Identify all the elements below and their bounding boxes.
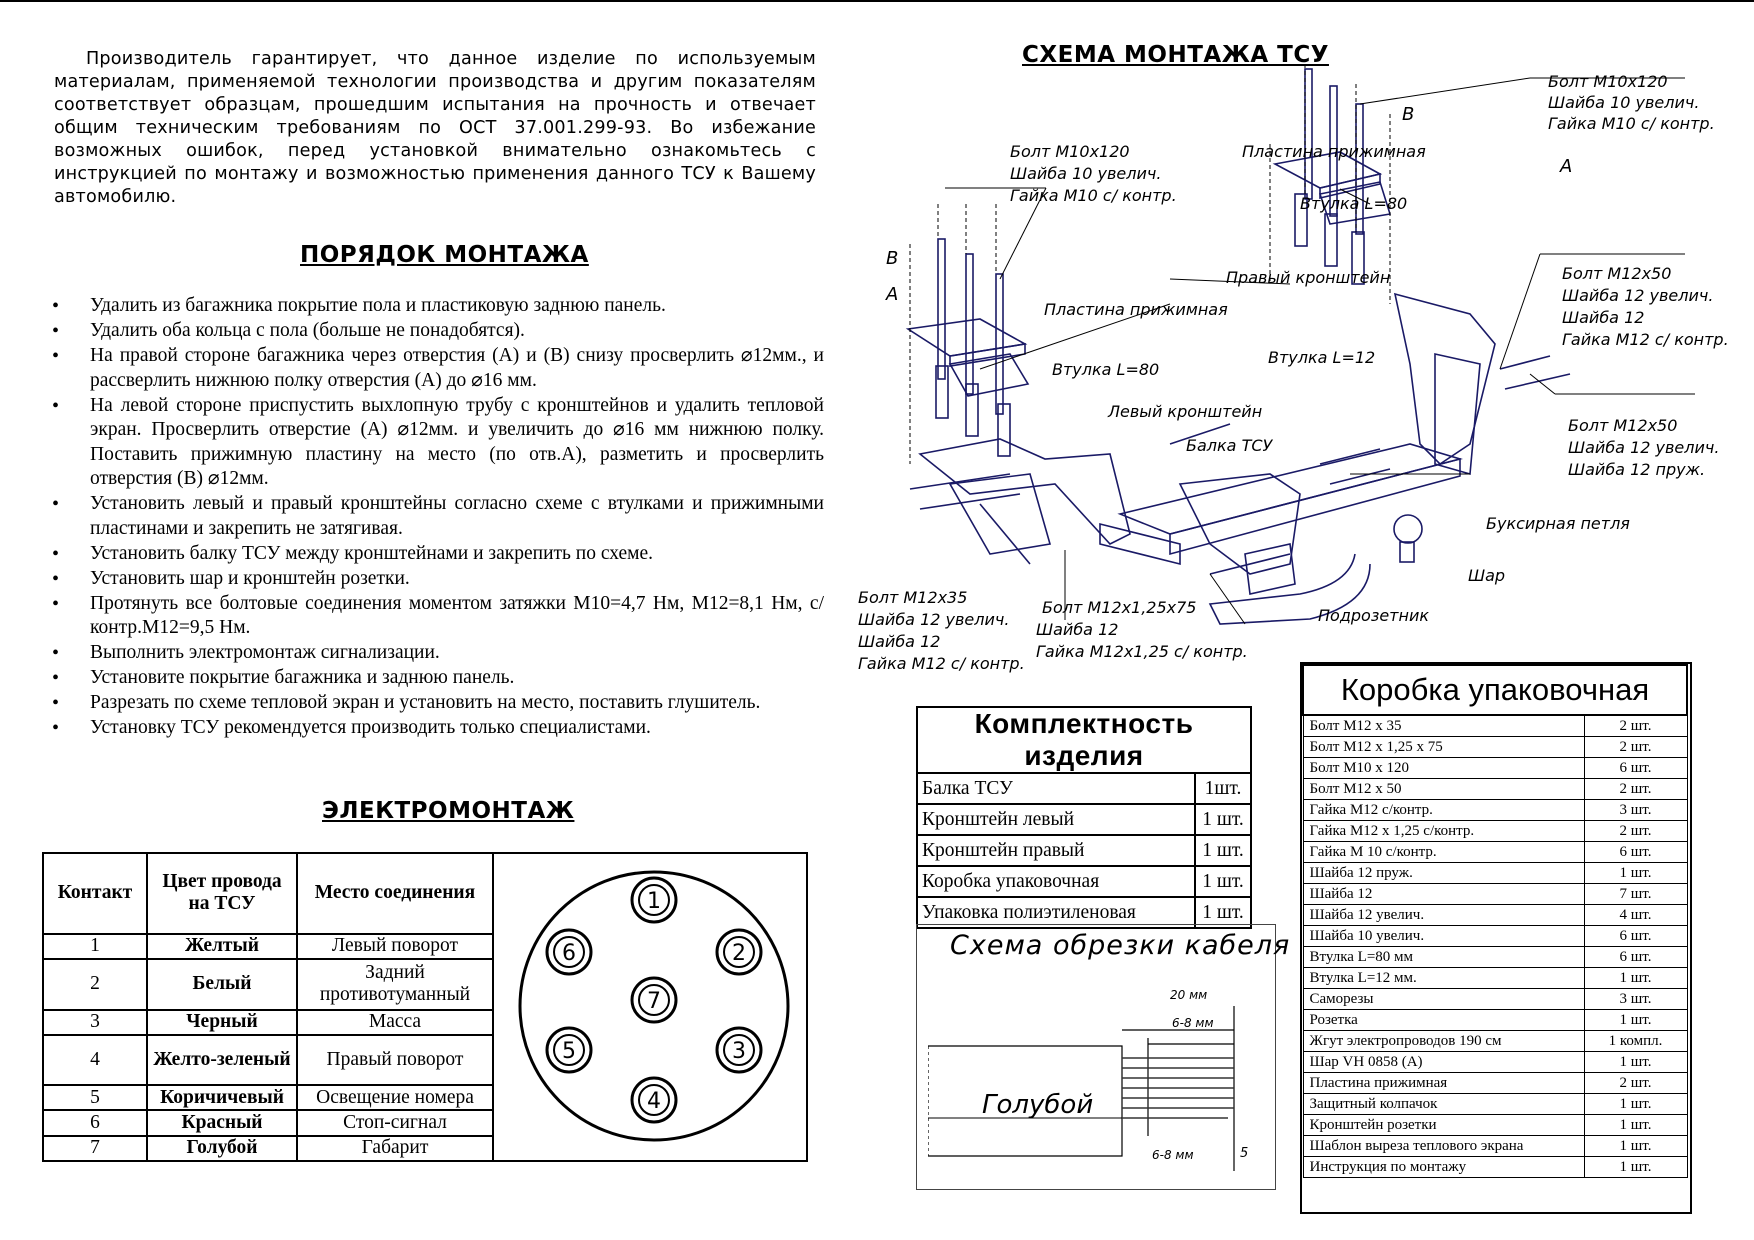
intro-paragraph: Производитель гарантирует, что данное изделие по используемым материалам, применяемой технологии производства и другим показателям соответствует образцам, прошедшим испытания на прочность и отвечает общим техническим требованиям по ОСТ 37.001.299-93. Во избежание возможных ошибок, перед установкой внимательно ознакомьтесь с инструкцией по монтажу и возможностью применения данного ТСУ к Вашему автомобилю. — [54, 49, 816, 207]
label-sleeve80-right: Втулка L=80 — [1300, 194, 1408, 213]
pack-item: Болт М12 х 50 — [1303, 779, 1584, 800]
wiring-cell: 6 — [43, 1110, 147, 1135]
wiring-cell: Освещение номера — [297, 1085, 493, 1110]
cable-cut-title: Схема обрезки кабеля — [950, 930, 1291, 961]
pack-item: Втулка L=12 мм. — [1303, 968, 1584, 989]
socket-pin — [632, 1078, 676, 1122]
pack-item: Шайба 12 пруж. — [1303, 863, 1584, 884]
step-item: • Установить шар и кронштейн розетки. — [52, 567, 824, 592]
socket-pin — [632, 878, 676, 922]
pack-qty: 2 шт. — [1584, 779, 1687, 800]
pack-qty: 1 шт. — [1584, 1157, 1687, 1178]
label-bolt-m12x125: Болт М12х1,25х75 — [1042, 598, 1197, 617]
pack-item: Розетка — [1303, 1010, 1584, 1031]
pack-item: Болт М12 х 35 — [1303, 715, 1584, 737]
pack-item: Кронштейн розетки — [1303, 1115, 1584, 1136]
kit-item: Балка ТСУ — [917, 773, 1195, 804]
label-ball: Шар — [1468, 566, 1506, 585]
pack-qty: 6 шт. — [1584, 758, 1687, 779]
wiring-cell: Белый — [147, 959, 297, 1009]
pack-item: Защитный колпачок — [1303, 1094, 1584, 1115]
pack-qty: 1 шт. — [1584, 1136, 1687, 1157]
wiring-cell: 5 — [43, 1085, 147, 1110]
label-tow-loop: Буксирная петля — [1486, 514, 1630, 533]
step-item: • Выполнить электромонтаж сигнализации. — [52, 641, 824, 666]
socket-pin — [547, 930, 591, 974]
step-item: • Удалить оба кольца с пола (больше не понадобятся). — [52, 319, 824, 344]
pack-qty: 2 шт. — [1584, 715, 1687, 737]
wiring-cell: 1 — [43, 934, 147, 959]
label-nut-m10-left: Гайка М10 с/ контр. — [1010, 186, 1177, 205]
pack-qty: 3 шт. — [1584, 800, 1687, 821]
wiring-header: Контакт — [43, 853, 147, 934]
pack-item: Гайка М 10 с/контр. — [1303, 842, 1584, 863]
step-item: • На правой стороне багажника через отверстия (А) и (В) снизу просверлить ⌀12мм., и рассверлить нижнюю полку отверстия (А) до ⌀16 мм. — [52, 344, 824, 393]
label-bolt-m10-right: Болт М10х120 — [1548, 72, 1668, 91]
label-point-b-right: В — [1402, 104, 1415, 125]
wiring-cell: Желто-зеленый — [147, 1035, 297, 1085]
label-sleeve12: Втулка L=12 — [1268, 348, 1376, 367]
label-sleeve80-left: Втулка L=80 — [1052, 360, 1160, 379]
step-item: • Установить балку ТСУ между кронштейнами и закрепить по схеме. — [52, 542, 824, 567]
label-washer12-c: Шайба 12 — [858, 632, 941, 651]
kit-title: Комплектность изделия — [917, 707, 1251, 773]
pack-qty: 1 шт. — [1584, 968, 1687, 989]
socket-pin-number: 6 — [562, 941, 576, 966]
intro-text — [54, 48, 816, 209]
pack-item: Саморезы — [1303, 989, 1584, 1010]
pack-table — [1302, 664, 1688, 1178]
pack-item: Гайка М12 с/контр. — [1303, 800, 1584, 821]
socket-pin-number: 4 — [647, 1089, 661, 1114]
pack-qty: 2 шт. — [1584, 1073, 1687, 1094]
label-nut-m12-c: Гайка М12 с/ контр. — [858, 654, 1025, 673]
label-washer12-a: Шайба 12 — [1562, 308, 1645, 327]
wiring-cell: Левый поворот — [297, 934, 493, 959]
wiring-cell: 3 — [43, 1010, 147, 1035]
wiring-cell: Желтый — [147, 934, 297, 959]
label-bolt-m12x50-a: Болт М12х50 — [1562, 264, 1672, 283]
pack-qty: 4 шт. — [1584, 905, 1687, 926]
dim-5: 5 — [1240, 1146, 1249, 1161]
pack-item: Втулка L=80 мм — [1303, 947, 1584, 968]
step-item: • Разрезать по схеме тепловой экран и установить на место, поставить глушитель. — [52, 691, 824, 716]
label-washer12-spring: Шайба 12 пруж. — [1568, 460, 1706, 479]
label-beam: Балка ТСУ — [1186, 436, 1273, 455]
mount-steps — [52, 294, 824, 741]
socket-cell — [493, 853, 807, 1161]
label-washer12-big-c: Шайба 12 увелич. — [858, 610, 1010, 629]
socket-pin — [717, 930, 761, 974]
label-nut-m10-right: Гайка М10 с/ контр. — [1548, 114, 1715, 133]
pack-qty: 1 шт. — [1584, 1115, 1687, 1136]
kit-table — [916, 706, 1252, 929]
scheme-title: СХЕМА МОНТАЖА ТСУ — [1022, 42, 1329, 68]
dim-6-8mm-bottom: 6-8 мм — [1152, 1148, 1194, 1162]
kit-item: Кронштейн правый — [917, 835, 1195, 866]
pack-qty: 6 шт. — [1584, 947, 1687, 968]
socket-pin-number: 1 — [647, 889, 661, 914]
wiring-cell: Черный — [147, 1010, 297, 1035]
label-socket-bracket: Подрозетник — [1318, 606, 1430, 625]
wiring-cell: 2 — [43, 959, 147, 1009]
wiring-cell: Габарит — [297, 1136, 493, 1161]
socket-pin-number: 5 — [562, 1039, 576, 1064]
step-item: • Удалить из багажника покрытие пола и пластиковую заднюю панель. — [52, 294, 824, 319]
label-bolt-m12x50-b: Болт М12х50 — [1568, 416, 1678, 435]
step-item: • На левой стороне приспустить выхлопную трубу с кронштейнов и удалить тепловой экран. Просверлить отверстие (А) ⌀12мм. и увеличить до ⌀16 мм нижнюю полку. Поставить прижимную пластину на место (по отв.А), разметить и просверлить отверстия (В) ⌀12мм. — [52, 394, 824, 492]
pack-title: Коробка упаковочная — [1303, 665, 1687, 715]
wiring-table — [42, 852, 808, 1162]
socket-pin — [547, 1028, 591, 1072]
wire-label-blue: Голубой — [982, 1090, 1094, 1120]
wiring-cell: Красный — [147, 1110, 297, 1135]
wiring-cell: 4 — [43, 1035, 147, 1085]
socket-pin — [632, 978, 676, 1022]
kit-qty: 1 шт. — [1195, 804, 1251, 835]
label-washer10-left: Шайба 10 увелич. — [1010, 164, 1162, 183]
dim-6-8mm-top: 6-8 мм — [1172, 1016, 1214, 1030]
step-item: • Установите покрытие багажника и заднюю панель. — [52, 666, 824, 691]
pack-item: Шар VH 0858 (A) — [1303, 1052, 1584, 1073]
pack-qty: 1 шт. — [1584, 1010, 1687, 1031]
pack-item: Шайба 12 — [1303, 884, 1584, 905]
kit-qty: 1шт. — [1195, 773, 1251, 804]
pack-qty: 1 шт. — [1584, 1094, 1687, 1115]
pack-item: Болт М10 х 120 — [1303, 758, 1584, 779]
pack-qty: 2 шт. — [1584, 737, 1687, 758]
pack-item: Шайба 10 увелич. — [1303, 926, 1584, 947]
wiring-cell: Стоп-сигнал — [297, 1110, 493, 1135]
label-washer12-big-b: Шайба 12 увелич. — [1568, 438, 1720, 457]
kit-qty: 1 шт. — [1195, 897, 1251, 928]
label-bolt-m10-left: Болт М10х120 — [1010, 142, 1130, 161]
pack-item: Инструкция по монтажу — [1303, 1157, 1584, 1178]
kit-item: Коробка упаковочная — [917, 866, 1195, 897]
pack-item: Шайба 12 увелич. — [1303, 905, 1584, 926]
pack-item: Гайка М12 х 1,25 с/контр. — [1303, 821, 1584, 842]
socket-diagram — [494, 854, 806, 1154]
wiring-cell: Масса — [297, 1010, 493, 1035]
label-plate-left: Пластина прижимная — [1044, 300, 1228, 319]
socket-pin — [717, 1028, 761, 1072]
label-washer12-d: Шайба 12 — [1036, 620, 1119, 639]
wiring-header: Цвет провода на ТСУ — [147, 853, 297, 934]
label-washer12-big-a: Шайба 12 увелич. — [1562, 286, 1714, 305]
label-nut-m12x125: Гайка М12х1,25 с/ контр. — [1036, 642, 1248, 661]
wiring-cell: 7 — [43, 1136, 147, 1161]
step-item: • Установку ТСУ рекомендуется производить только специалистами. — [52, 716, 824, 741]
wiring-cell: Коричичевый — [147, 1085, 297, 1110]
socket-pin-number: 7 — [647, 989, 661, 1014]
label-bracket-left: Левый кронштейн — [1108, 402, 1263, 421]
label-bolt-m12x35: Болт М12х35 — [858, 588, 968, 607]
pack-item: Пластина прижимная — [1303, 1073, 1584, 1094]
wiring-cell: Правый поворот — [297, 1035, 493, 1085]
step-item: • Протянуть все болтовые соединения моментом затяжки М10=4,7 Нм, М12=8,1 Нм, с/контр.М12=9,5 Нм. — [52, 592, 824, 641]
pack-item: Жгут электропроводов 190 см — [1303, 1031, 1584, 1052]
label-bracket-right: Правый кронштейн — [1226, 268, 1391, 287]
pack-qty: 1 компл. — [1584, 1031, 1687, 1052]
label-nut-m12-a: Гайка М12 с/ контр. — [1562, 330, 1729, 349]
kit-item: Кронштейн левый — [917, 804, 1195, 835]
socket-pin-number: 3 — [732, 1039, 746, 1064]
pack-qty: 1 шт. — [1584, 863, 1687, 884]
pack-qty: 6 шт. — [1584, 842, 1687, 863]
wiring-cell: Задний противотуманный — [297, 959, 493, 1009]
pack-item: Болт М12 х 1,25 х 75 — [1303, 737, 1584, 758]
mount-order-title: ПОРЯДОК МОНТАЖА — [300, 242, 589, 268]
dim-20mm: 20 мм — [1170, 988, 1208, 1002]
kit-qty: 1 шт. — [1195, 866, 1251, 897]
pack-qty: 1 шт. — [1584, 1052, 1687, 1073]
pack-qty: 7 шт. — [1584, 884, 1687, 905]
socket-pin-number: 2 — [732, 941, 746, 966]
wiring-cell: Голубой — [147, 1136, 297, 1161]
electro-title: ЭЛЕКТРОМОНТАЖ — [322, 798, 575, 824]
label-washer10-right: Шайба 10 увелич. — [1548, 93, 1700, 112]
cable-cut-drawing — [928, 986, 1264, 1182]
kit-qty: 1 шт. — [1195, 835, 1251, 866]
label-point-a-right: А — [1560, 156, 1573, 177]
pack-qty: 2 шт. — [1584, 821, 1687, 842]
pack-item: Шаблон выреза теплового экрана — [1303, 1136, 1584, 1157]
label-plate-right: Пластина прижимная — [1242, 142, 1426, 161]
kit-item: Упаковка полиэтиленовая — [917, 897, 1195, 928]
top-border — [0, 0, 1754, 2]
label-point-a-left: А — [886, 284, 899, 305]
wiring-header: Место соединения — [297, 853, 493, 934]
pack-qty: 3 шт. — [1584, 989, 1687, 1010]
step-item: • Установить левый и правый кронштейны согласно схеме с втулками и прижимными пластинами и закрепить не затягивая. — [52, 492, 824, 541]
label-point-b-left: В — [886, 248, 899, 269]
pack-qty: 6 шт. — [1584, 926, 1687, 947]
